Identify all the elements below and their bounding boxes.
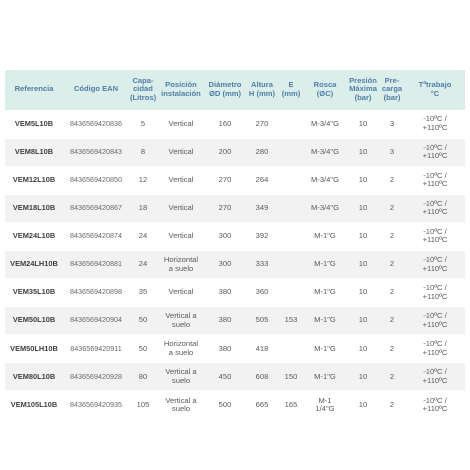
cell-altura: 418: [245, 335, 279, 363]
cell-temperatura: -10ºC / +110ºC: [405, 166, 465, 194]
cell-temperatura: -10ºC / +110ºC: [405, 110, 465, 138]
cell-presion-maxima: 10: [347, 194, 379, 222]
cell-referencia: VEM50L10B: [5, 307, 63, 335]
cell-diametro: 450: [205, 363, 245, 391]
cell-referencia: VEM5L10B: [5, 110, 63, 138]
cell-altura: 360: [245, 279, 279, 307]
cell-diametro: 200: [205, 138, 245, 166]
cell-altura: 349: [245, 194, 279, 222]
cell-codigo-ean: 8436569420928: [63, 363, 129, 391]
cell-presion-maxima: 10: [347, 250, 379, 278]
cell-temperatura: -10ºC / +110ºC: [405, 138, 465, 166]
cell-diametro: 300: [205, 222, 245, 250]
cell-rosca: M-1"G: [303, 363, 347, 391]
header-rosca: Rosca (ØC): [313, 80, 337, 98]
table-row: [5, 110, 465, 138]
header-codigo-ean: Código EAN: [73, 84, 119, 94]
cell-temperatura: -10ºC / +110ºC: [405, 363, 465, 391]
cell-temperatura: -10ºC / +110ºC: [405, 250, 465, 278]
cell-presion-maxima: 10: [347, 363, 379, 391]
cell-referencia: VEM24L10B: [5, 222, 63, 250]
cell-codigo-ean: 8436569420850: [63, 166, 129, 194]
cell-diametro: 380: [205, 279, 245, 307]
header-referencia: Referencia: [14, 84, 54, 94]
cell-e: [279, 138, 303, 166]
cell-e: 153: [279, 307, 303, 335]
table-header: [5, 70, 465, 110]
cell-posicion: Vertical a suelo: [157, 363, 205, 391]
cell-precarga: 2: [379, 194, 405, 222]
cell-e: 165: [279, 391, 303, 419]
cell-temperatura: -10ºC / +110ºC: [405, 391, 465, 419]
cell-presion-maxima: 10: [347, 222, 379, 250]
cell-posicion: Vertical a suelo: [157, 307, 205, 335]
cell-capacidad: 35: [129, 279, 157, 307]
cell-precarga: 2: [379, 363, 405, 391]
cell-precarga: 2: [379, 250, 405, 278]
cell-presion-maxima: 10: [347, 391, 379, 419]
cell-diametro: 500: [205, 391, 245, 419]
cell-temperatura: -10ºC / +110ºC: [405, 222, 465, 250]
cell-presion-maxima: 10: [347, 166, 379, 194]
cell-precarga: 2: [379, 307, 405, 335]
cell-e: [279, 250, 303, 278]
cell-rosca: M-1"G: [303, 250, 347, 278]
cell-e: [279, 222, 303, 250]
cell-posicion: Vertical: [157, 279, 205, 307]
header-posicion-instalacion: Posición instalación: [161, 80, 201, 98]
cell-temperatura: -10ºC / +110ºC: [405, 335, 465, 363]
cell-temperatura: -10ºC / +110ºC: [405, 194, 465, 222]
header-precarga: Pre- carga (bar): [381, 75, 403, 103]
table-row: [5, 307, 465, 335]
cell-precarga: 3: [379, 110, 405, 138]
cell-diametro: 160: [205, 110, 245, 138]
cell-capacidad: 80: [129, 363, 157, 391]
cell-rosca: M-1 1/4"G: [303, 391, 347, 419]
cell-posicion: Vertical a suelo: [157, 391, 205, 419]
cell-posicion: Vertical: [157, 166, 205, 194]
cell-temperatura: -10ºC / +110ºC: [405, 279, 465, 307]
cell-referencia: VEM80L10B: [5, 363, 63, 391]
cell-altura: 264: [245, 166, 279, 194]
cell-referencia: VEM18L10B: [5, 194, 63, 222]
cell-presion-maxima: 10: [347, 279, 379, 307]
cell-altura: 280: [245, 138, 279, 166]
cell-posicion: Vertical: [157, 138, 205, 166]
cell-e: [279, 279, 303, 307]
cell-referencia: VEM35L10B: [5, 279, 63, 307]
cell-e: [279, 335, 303, 363]
cell-temperatura: -10ºC / +110ºC: [405, 307, 465, 335]
cell-referencia: VEM24LH10B: [5, 250, 63, 278]
cell-diametro: 380: [205, 307, 245, 335]
cell-posicion: Vertical: [157, 222, 205, 250]
cell-precarga: 2: [379, 391, 405, 419]
spec-table: [5, 70, 465, 419]
cell-capacidad: 24: [129, 222, 157, 250]
cell-codigo-ean: 8436569420898: [63, 279, 129, 307]
cell-altura: 270: [245, 110, 279, 138]
cell-codigo-ean: 8436569420874: [63, 222, 129, 250]
cell-presion-maxima: 10: [347, 138, 379, 166]
cell-codigo-ean: 8436569420843: [63, 138, 129, 166]
header-diametro: Diámetro ØD (mm): [208, 80, 242, 98]
cell-referencia: VEM50LH10B: [5, 335, 63, 363]
cell-capacidad: 8: [129, 138, 157, 166]
header-temperatura-trabajo: Tªtrabajo °C: [418, 80, 452, 98]
table-row: [5, 222, 465, 250]
cell-codigo-ean: 8436569420935: [63, 391, 129, 419]
table-row: [5, 391, 465, 419]
header-e: E (mm): [281, 80, 301, 98]
cell-diametro: 380: [205, 335, 245, 363]
table-body: [5, 110, 465, 419]
cell-e: [279, 194, 303, 222]
cell-diametro: 270: [205, 194, 245, 222]
table-row: [5, 166, 465, 194]
cell-altura: 333: [245, 250, 279, 278]
cell-capacidad: 12: [129, 166, 157, 194]
cell-rosca: M-3/4"G: [303, 138, 347, 166]
cell-rosca: M-1"G: [303, 279, 347, 307]
table-row: [5, 138, 465, 166]
header-row: [5, 70, 465, 110]
cell-e: [279, 110, 303, 138]
cell-codigo-ean: 8436569420911: [63, 335, 129, 363]
cell-e: 150: [279, 363, 303, 391]
cell-posicion: Vertical: [157, 110, 205, 138]
header-altura: Altura H (mm): [248, 80, 276, 98]
spec-table-container: [5, 70, 465, 419]
cell-capacidad: 50: [129, 307, 157, 335]
cell-altura: 608: [245, 363, 279, 391]
header-capacidad: Capa- cidad (Litros): [130, 75, 157, 103]
cell-diametro: 300: [205, 250, 245, 278]
table-row: [5, 363, 465, 391]
cell-precarga: 3: [379, 138, 405, 166]
cell-codigo-ean: 8436569420904: [63, 307, 129, 335]
cell-referencia: VEM8L10B: [5, 138, 63, 166]
table-row: [5, 250, 465, 278]
cell-posicion: Horizontal a suelo: [157, 335, 205, 363]
cell-capacidad: 24: [129, 250, 157, 278]
table-row: [5, 279, 465, 307]
cell-diametro: 270: [205, 166, 245, 194]
cell-capacidad: 5: [129, 110, 157, 138]
cell-codigo-ean: 8436569420867: [63, 194, 129, 222]
cell-presion-maxima: 10: [347, 110, 379, 138]
cell-capacidad: 18: [129, 194, 157, 222]
cell-posicion: Vertical: [157, 194, 205, 222]
cell-precarga: 2: [379, 166, 405, 194]
cell-rosca: M-1"G: [303, 335, 347, 363]
cell-precarga: 2: [379, 335, 405, 363]
cell-rosca: M-1"G: [303, 222, 347, 250]
cell-precarga: 2: [379, 222, 405, 250]
header-presion-maxima: Presión Máxima (bar): [349, 75, 377, 103]
table-row: [5, 194, 465, 222]
cell-precarga: 2: [379, 279, 405, 307]
cell-rosca: M-1"G: [303, 307, 347, 335]
cell-presion-maxima: 10: [347, 335, 379, 363]
cell-rosca: M-3/4"G: [303, 166, 347, 194]
cell-presion-maxima: 10: [347, 307, 379, 335]
cell-referencia: VEM12L10B: [5, 166, 63, 194]
cell-capacidad: 105: [129, 391, 157, 419]
cell-referencia: VEM105L10B: [5, 391, 63, 419]
cell-capacidad: 50: [129, 335, 157, 363]
cell-codigo-ean: 8436569420836: [63, 110, 129, 138]
cell-altura: 505: [245, 307, 279, 335]
cell-rosca: M-3/4"G: [303, 110, 347, 138]
cell-altura: 665: [245, 391, 279, 419]
cell-altura: 392: [245, 222, 279, 250]
cell-posicion: Horizontal a suelo: [157, 250, 205, 278]
cell-codigo-ean: 8436569420881: [63, 250, 129, 278]
table-row: [5, 335, 465, 363]
cell-e: [279, 166, 303, 194]
cell-rosca: M-3/4"G: [303, 194, 347, 222]
